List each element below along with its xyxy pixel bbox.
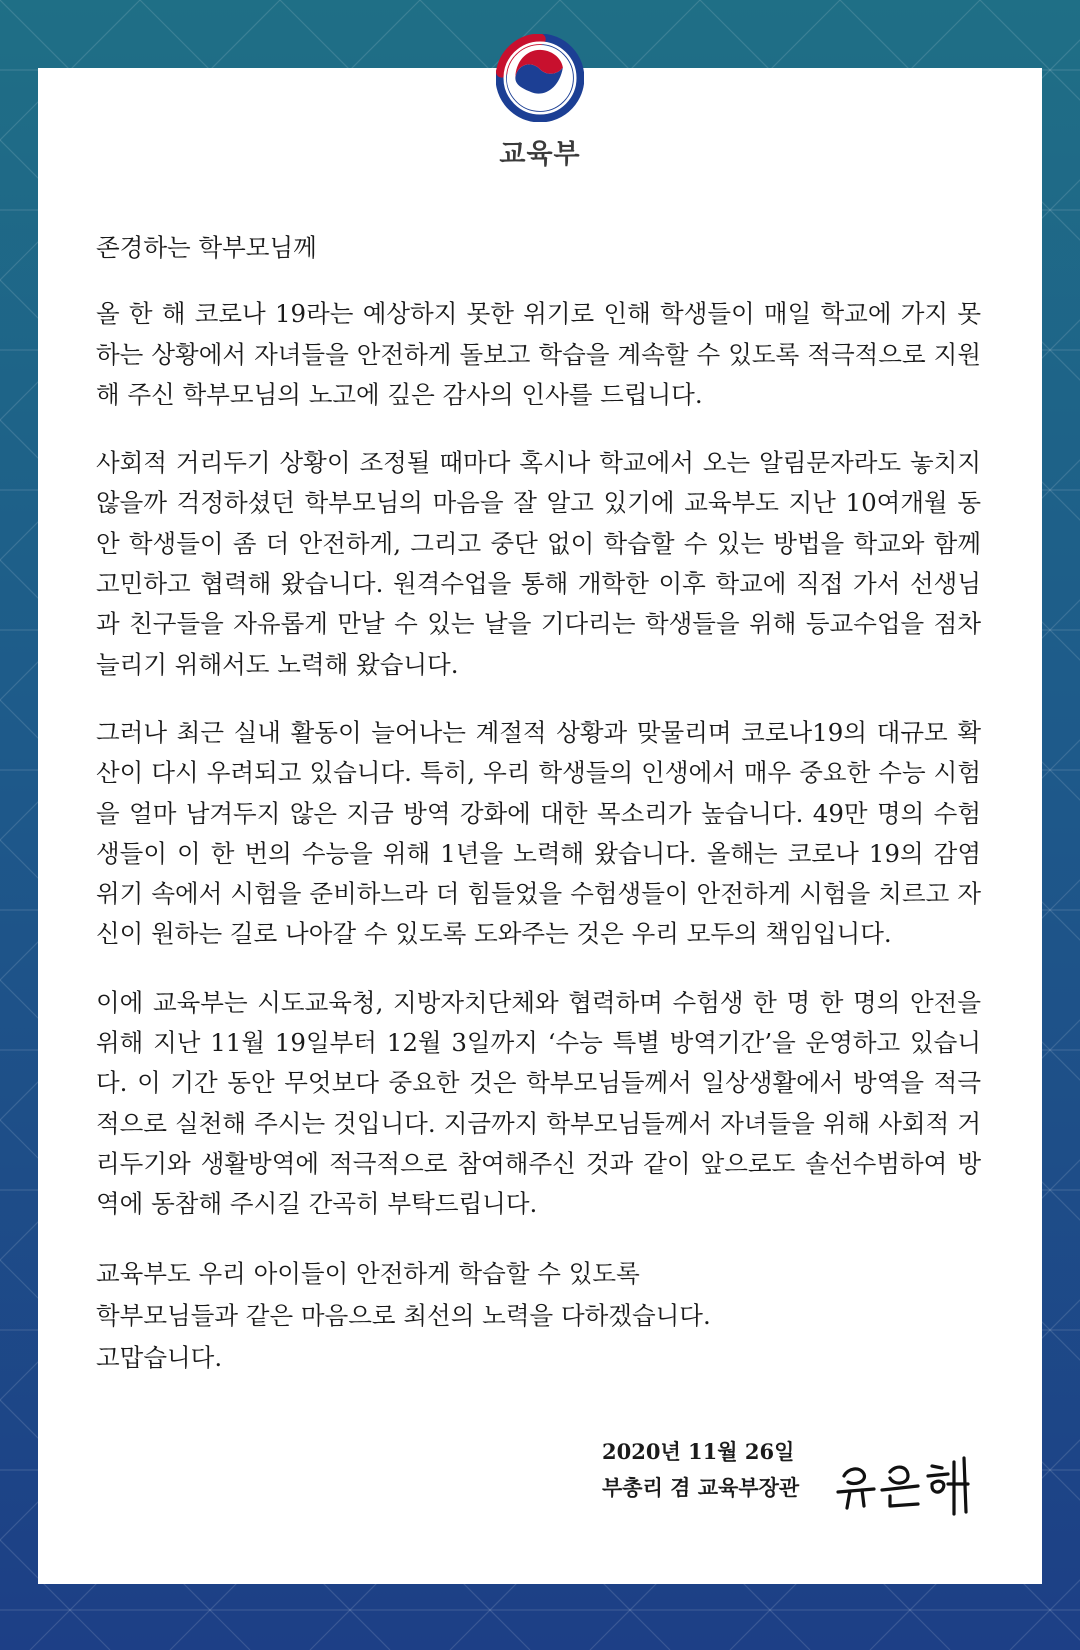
taegeuk-emblem-icon [496,34,584,122]
letter-paragraph-2: 사회적 거리두기 상황이 조정될 때마다 혹시나 학교에서 오는 알림문자라도 놓치지 않을까 걱정하셨던 학부모님의 마음을 잘 알고 있기에 교육부도 지난 10여개월 동안 학생들이 좀 더 안전하게, 그리고 중단 없이 학습할 수 있는 방법을 학교와 함께 고민하고 협력해 왔습니다. 원격수업을 통해 개학한 이후 학교에 직접 가서 선생님과 친구들을 자유롭게 만날 수 있는 날을 기다리는 학생들을 위해 등교수업을 점차 늘리기 위해서도 노력해 왔습니다. [96,448,981,679]
handwritten-signature [834,1454,974,1518]
ministry-name: 교육부 [499,139,581,170]
signature-date: 2020년 11월 26일 [602,1439,795,1464]
signature-block [602,1436,982,1516]
letter-paragraph-4: 이에 교육부는 시도교육청, 지방자치단체와 협력하며 수험생 한 명 한 명의 안전을 위해 지난 11월 19일부터 12월 3일까지 ‘수능 특별 방역기간’을 운영하고 있습니다. 이 기간 동안 무엇보다 중요한 것은 학부모님들께서 일상생활에서 방역을 적극적으로 실천해 주시는 것입니다. 지금까지 학부모님들께서 자녀들을 위해 사회적 거리두기와 생활방역에 적극적으로 참여해주신 것과 같이 앞으로도 솔선수범하여 방역에 동참해 주시길 간곡히 부탁드립니다. [96,987,981,1219]
letter-paragraph-3: 그러나 최근 실내 활동이 늘어나는 계절적 상황과 맞물리며 코로나19의 대규모 확산이 다시 우려되고 있습니다. 특히, 우리 학생들의 인생에서 매우 중요한 수능 시험을 얼마 남겨두지 않은 지금 방역 강화에 대한 목소리가 높습니다. 49만 명의 수험생들이 이 한 번의 수능을 위해 1년을 노력해 왔습니다. 올해는 코로나 19의 감염 위기 속에서 시험을 준비하느라 더 힘들었을 수험생들이 안전하게 시험을 치르고 자신이 원하는 길로 나아갈 수 있도록 도와주는 것은 우리 모두의 책임입니다. [96,717,981,949]
letter-greeting: 존경하는 학부모님께 [96,233,317,262]
letter-paragraph-1: 올 한 해 코로나 19라는 예상하지 못한 위기로 인해 학생들이 매일 학교에 가지 못하는 상황에서 자녀들을 안전하게 돌보고 학습을 계속할 수 있도록 적극적으로 지원해 주신 학부모님의 노고에 깊은 감사의 인사를 드립니다. [96,299,981,409]
closing-line-2: 학부모님들과 같은 마음으로 최선의 노력을 다하겠습니다. [96,1300,711,1330]
signature-title: 부총리 겸 교육부장관 [602,1475,800,1500]
closing-line-3: 고맙습니다. [96,1342,223,1372]
ministry-logo [490,34,590,176]
closing-line-1: 교육부도 우리 아이들이 안전하게 학습할 수 있도록 [96,1258,640,1288]
letter-closing [96,1253,981,1379]
letter-body [96,228,981,1379]
